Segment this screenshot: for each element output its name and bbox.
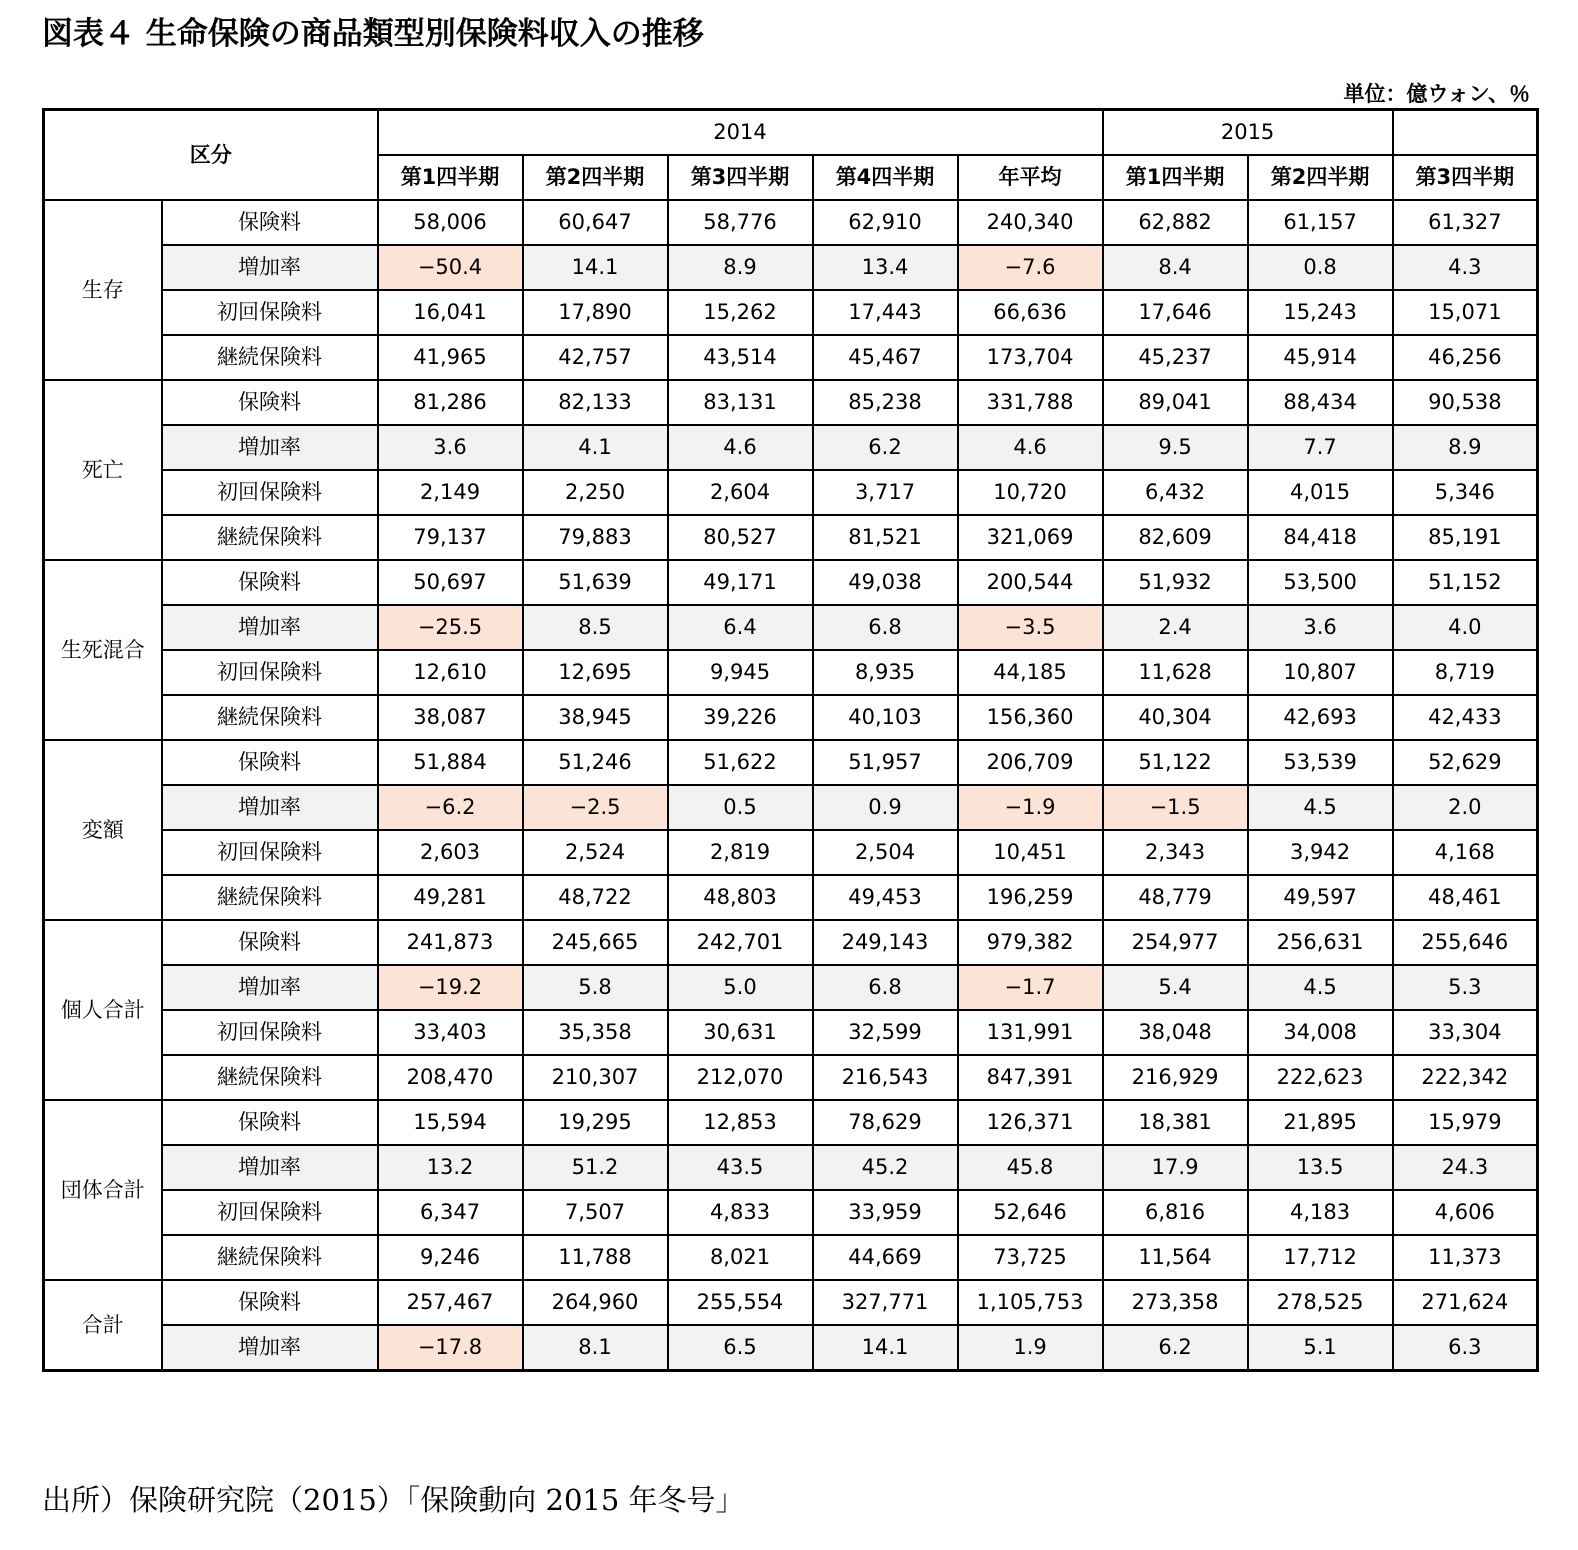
row-label: 増加率 <box>162 245 378 290</box>
value-cell: 49,038 <box>813 560 958 605</box>
value-cell: 15,594 <box>378 1100 523 1145</box>
row-label: 増加率 <box>162 605 378 650</box>
value-cell: 2,604 <box>668 470 813 515</box>
value-cell: 2,343 <box>1103 830 1248 875</box>
value-cell: 14.1 <box>813 1325 958 1371</box>
value-cell: 51,122 <box>1103 740 1248 785</box>
value-cell: 8,935 <box>813 650 958 695</box>
value-cell: 249,143 <box>813 920 958 965</box>
table-row <box>44 290 1538 335</box>
value-cell: 90,538 <box>1393 380 1538 425</box>
value-cell: 73,725 <box>958 1235 1103 1280</box>
value-cell: 66,636 <box>958 290 1103 335</box>
value-cell: 45,237 <box>1103 335 1248 380</box>
value-cell: 273,358 <box>1103 1280 1248 1325</box>
value-cell: 6.4 <box>668 605 813 650</box>
row-label: 継続保険料 <box>162 335 378 380</box>
table-row <box>44 1190 1538 1235</box>
value-cell: 847,391 <box>958 1055 1103 1100</box>
value-cell: 8.9 <box>1393 425 1538 470</box>
value-cell: 79,883 <box>523 515 668 560</box>
value-cell: 12,610 <box>378 650 523 695</box>
value-cell: 4,606 <box>1393 1190 1538 1235</box>
value-cell: 4.1 <box>523 425 668 470</box>
row-label: 増加率 <box>162 965 378 1010</box>
value-cell: 40,103 <box>813 695 958 740</box>
period-header: 第1四半期 <box>378 155 523 200</box>
value-cell: 3,942 <box>1248 830 1393 875</box>
value-cell: 62,910 <box>813 200 958 245</box>
value-cell: −50.4 <box>378 245 523 290</box>
value-cell: 49,597 <box>1248 875 1393 920</box>
value-cell: 327,771 <box>813 1280 958 1325</box>
value-cell: 1.9 <box>958 1325 1103 1371</box>
value-cell: 80,527 <box>668 515 813 560</box>
value-cell: 61,157 <box>1248 200 1393 245</box>
row-label: 保険料 <box>162 560 378 605</box>
value-cell: 208,470 <box>378 1055 523 1100</box>
table-row <box>44 245 1538 290</box>
value-cell: 200,544 <box>958 560 1103 605</box>
value-cell: 52,646 <box>958 1190 1103 1235</box>
table-row <box>44 470 1538 515</box>
unit-label: 単位：億ウォン、％ <box>1343 82 1530 106</box>
value-cell: 39,226 <box>668 695 813 740</box>
value-cell: 42,693 <box>1248 695 1393 740</box>
value-cell: 18,381 <box>1103 1100 1248 1145</box>
value-cell: 10,807 <box>1248 650 1393 695</box>
value-cell: 48,461 <box>1393 875 1538 920</box>
value-cell: 979,382 <box>958 920 1103 965</box>
value-cell: 89,041 <box>1103 380 1248 425</box>
value-cell: 85,238 <box>813 380 958 425</box>
value-cell: 17,712 <box>1248 1235 1393 1280</box>
value-cell: 58,006 <box>378 200 523 245</box>
value-cell: 173,704 <box>958 335 1103 380</box>
value-cell: 38,048 <box>1103 1010 1248 1055</box>
row-label: 初回保険料 <box>162 650 378 695</box>
period-header: 第3四半期 <box>668 155 813 200</box>
value-cell: 12,695 <box>523 650 668 695</box>
row-label: 保険料 <box>162 1280 378 1325</box>
value-cell: 81,286 <box>378 380 523 425</box>
value-cell: 53,539 <box>1248 740 1393 785</box>
value-cell: 44,185 <box>958 650 1103 695</box>
row-label: 継続保険料 <box>162 1235 378 1280</box>
value-cell: 3,717 <box>813 470 958 515</box>
value-cell: 254,977 <box>1103 920 1248 965</box>
value-cell: 257,467 <box>378 1280 523 1325</box>
value-cell: 278,525 <box>1248 1280 1393 1325</box>
value-cell: 5,346 <box>1393 470 1538 515</box>
value-cell: 42,433 <box>1393 695 1538 740</box>
value-cell: 84,418 <box>1248 515 1393 560</box>
value-cell: 11,788 <box>523 1235 668 1280</box>
value-cell: 21,895 <box>1248 1100 1393 1145</box>
row-label: 保険料 <box>162 380 378 425</box>
value-cell: 2.4 <box>1103 605 1248 650</box>
row-label: 継続保険料 <box>162 515 378 560</box>
row-label: 初回保険料 <box>162 1190 378 1235</box>
period-header: 第4四半期 <box>813 155 958 200</box>
value-cell: 3.6 <box>1248 605 1393 650</box>
value-cell: 126,371 <box>958 1100 1103 1145</box>
value-cell: 33,403 <box>378 1010 523 1055</box>
value-cell: 51,957 <box>813 740 958 785</box>
value-cell: 156,360 <box>958 695 1103 740</box>
value-cell: 42,757 <box>523 335 668 380</box>
row-label: 増加率 <box>162 1325 378 1371</box>
value-cell: 2,603 <box>378 830 523 875</box>
value-cell: 45.2 <box>813 1145 958 1190</box>
value-cell: 48,803 <box>668 875 813 920</box>
value-cell: 10,720 <box>958 470 1103 515</box>
value-cell: 48,779 <box>1103 875 1248 920</box>
row-label: 保険料 <box>162 1100 378 1145</box>
table-row <box>44 875 1538 920</box>
value-cell: 5.4 <box>1103 965 1248 1010</box>
value-cell: 7.7 <box>1248 425 1393 470</box>
value-cell: 49,281 <box>378 875 523 920</box>
group-label: 個人合計 <box>44 920 162 1100</box>
table-row <box>44 965 1538 1010</box>
value-cell: 5.0 <box>668 965 813 1010</box>
row-label: 初回保険料 <box>162 290 378 335</box>
value-cell: 5.1 <box>1248 1325 1393 1371</box>
value-cell: 131,991 <box>958 1010 1103 1055</box>
premium-table <box>42 108 1539 1372</box>
row-label: 継続保険料 <box>162 695 378 740</box>
value-cell: 240,340 <box>958 200 1103 245</box>
value-cell: 15,262 <box>668 290 813 335</box>
value-cell: 45,914 <box>1248 335 1393 380</box>
value-cell: 32,599 <box>813 1010 958 1055</box>
value-cell: 17,890 <box>523 290 668 335</box>
value-cell: 51,622 <box>668 740 813 785</box>
value-cell: 14.1 <box>523 245 668 290</box>
table-row <box>44 1100 1538 1145</box>
value-cell: 271,624 <box>1393 1280 1538 1325</box>
value-cell: 4,168 <box>1393 830 1538 875</box>
value-cell: 331,788 <box>958 380 1103 425</box>
row-label: 増加率 <box>162 785 378 830</box>
table-row <box>44 1235 1538 1280</box>
value-cell: 13.5 <box>1248 1145 1393 1190</box>
value-cell: −1.7 <box>958 965 1103 1010</box>
value-cell: 44,669 <box>813 1235 958 1280</box>
group-label: 生存 <box>44 200 162 380</box>
value-cell: 10,451 <box>958 830 1103 875</box>
table-row <box>44 830 1538 875</box>
row-label: 初回保険料 <box>162 1010 378 1055</box>
table-row <box>44 380 1538 425</box>
period-header: 第2四半期 <box>523 155 668 200</box>
value-cell: 4.6 <box>958 425 1103 470</box>
source-note: 出所）保険研究院（2015）「保険動向 2015 年冬号」 <box>42 1483 745 1517</box>
value-cell: 321,069 <box>958 515 1103 560</box>
group-label: 団体合計 <box>44 1100 162 1280</box>
value-cell: 45.8 <box>958 1145 1103 1190</box>
table-row <box>44 605 1538 650</box>
row-label: 増加率 <box>162 1145 378 1190</box>
table-row <box>44 200 1538 245</box>
value-cell: 6,347 <box>378 1190 523 1235</box>
value-cell: 9,246 <box>378 1235 523 1280</box>
value-cell: 51,932 <box>1103 560 1248 605</box>
value-cell: −3.5 <box>958 605 1103 650</box>
value-cell: 2,149 <box>378 470 523 515</box>
table-row <box>44 740 1538 785</box>
value-cell: 4,833 <box>668 1190 813 1235</box>
value-cell: 4.6 <box>668 425 813 470</box>
value-cell: 19,295 <box>523 1100 668 1145</box>
value-cell: −7.6 <box>958 245 1103 290</box>
value-cell: 216,929 <box>1103 1055 1248 1100</box>
row-label: 初回保険料 <box>162 470 378 515</box>
value-cell: 2,819 <box>668 830 813 875</box>
value-cell: 53,500 <box>1248 560 1393 605</box>
value-cell: −1.5 <box>1103 785 1248 830</box>
value-cell: 61,327 <box>1393 200 1538 245</box>
group-label: 生死混合 <box>44 560 162 740</box>
table-row <box>44 1010 1538 1055</box>
value-cell: 0.5 <box>668 785 813 830</box>
value-cell: 50,697 <box>378 560 523 605</box>
value-cell: 8.5 <box>523 605 668 650</box>
row-label: 保険料 <box>162 920 378 965</box>
value-cell: 4.5 <box>1248 965 1393 1010</box>
table-header <box>44 110 1538 201</box>
value-cell: 1,105,753 <box>958 1280 1103 1325</box>
table-row <box>44 425 1538 470</box>
group-label: 合計 <box>44 1280 162 1371</box>
value-cell: 0.9 <box>813 785 958 830</box>
value-cell: 4,015 <box>1248 470 1393 515</box>
value-cell: 6,432 <box>1103 470 1248 515</box>
value-cell: 8,021 <box>668 1235 813 1280</box>
value-cell: 58,776 <box>668 200 813 245</box>
value-cell: 222,623 <box>1248 1055 1393 1100</box>
category-header: 区分 <box>44 110 378 201</box>
value-cell: −2.5 <box>523 785 668 830</box>
value-cell: 4.3 <box>1393 245 1538 290</box>
value-cell: 2,250 <box>523 470 668 515</box>
value-cell: 81,521 <box>813 515 958 560</box>
value-cell: 4.5 <box>1248 785 1393 830</box>
value-cell: 33,959 <box>813 1190 958 1235</box>
value-cell: 2,504 <box>813 830 958 875</box>
value-cell: −19.2 <box>378 965 523 1010</box>
period-header: 第3四半期 <box>1393 155 1538 200</box>
value-cell: 241,873 <box>378 920 523 965</box>
group-label: 変額 <box>44 740 162 920</box>
figure-title: 図表４ 生命保険の商品類型別保険料収入の推移 <box>42 16 704 52</box>
table-row <box>44 335 1538 380</box>
value-cell: 6.2 <box>1103 1325 1248 1371</box>
value-cell: 13.4 <box>813 245 958 290</box>
value-cell: 8.4 <box>1103 245 1248 290</box>
value-cell: 9,945 <box>668 650 813 695</box>
row-label: 増加率 <box>162 425 378 470</box>
value-cell: 79,137 <box>378 515 523 560</box>
value-cell: 7,507 <box>523 1190 668 1235</box>
value-cell: 11,564 <box>1103 1235 1248 1280</box>
table-row <box>44 920 1538 965</box>
value-cell: 210,307 <box>523 1055 668 1100</box>
group-label: 死亡 <box>44 380 162 560</box>
row-label: 継続保険料 <box>162 1055 378 1100</box>
value-cell: 11,373 <box>1393 1235 1538 1280</box>
value-cell: 15,071 <box>1393 290 1538 335</box>
value-cell: 6,816 <box>1103 1190 1248 1235</box>
period-header: 年平均 <box>958 155 1103 200</box>
value-cell: 6.3 <box>1393 1325 1538 1371</box>
value-cell: 216,543 <box>813 1055 958 1100</box>
value-cell: 16,041 <box>378 290 523 335</box>
value-cell: 222,342 <box>1393 1055 1538 1100</box>
value-cell: 52,629 <box>1393 740 1538 785</box>
value-cell: 4,183 <box>1248 1190 1393 1235</box>
value-cell: 34,008 <box>1248 1010 1393 1055</box>
value-cell: 51,884 <box>378 740 523 785</box>
value-cell: 5.3 <box>1393 965 1538 1010</box>
row-label: 継続保険料 <box>162 875 378 920</box>
value-cell: 17.9 <box>1103 1145 1248 1190</box>
table-row <box>44 1055 1538 1100</box>
value-cell: 206,709 <box>958 740 1103 785</box>
value-cell: 40,304 <box>1103 695 1248 740</box>
value-cell: 48,722 <box>523 875 668 920</box>
period-header: 第2四半期 <box>1248 155 1393 200</box>
value-cell: 8.1 <box>523 1325 668 1371</box>
value-cell: 255,646 <box>1393 920 1538 965</box>
value-cell: 242,701 <box>668 920 813 965</box>
value-cell: 4.0 <box>1393 605 1538 650</box>
value-cell: 82,133 <box>523 380 668 425</box>
value-cell: 46,256 <box>1393 335 1538 380</box>
value-cell: 6.8 <box>813 605 958 650</box>
table-body <box>44 200 1538 1371</box>
year-2015-header: 2015 <box>1103 110 1393 156</box>
value-cell: 51,246 <box>523 740 668 785</box>
table-row <box>44 695 1538 740</box>
value-cell: 3.6 <box>378 425 523 470</box>
value-cell: 30,631 <box>668 1010 813 1055</box>
table-row <box>44 560 1538 605</box>
value-cell: 41,965 <box>378 335 523 380</box>
value-cell: 196,259 <box>958 875 1103 920</box>
table-row <box>44 515 1538 560</box>
period-header: 第1四半期 <box>1103 155 1248 200</box>
value-cell: 6.8 <box>813 965 958 1010</box>
value-cell: 78,629 <box>813 1100 958 1145</box>
value-cell: 17,443 <box>813 290 958 335</box>
value-cell: 15,979 <box>1393 1100 1538 1145</box>
value-cell: 62,882 <box>1103 200 1248 245</box>
value-cell: 245,665 <box>523 920 668 965</box>
table-row <box>44 1325 1538 1371</box>
value-cell: −6.2 <box>378 785 523 830</box>
value-cell: 15,243 <box>1248 290 1393 335</box>
table-row <box>44 1145 1538 1190</box>
value-cell: 43.5 <box>668 1145 813 1190</box>
value-cell: 17,646 <box>1103 290 1248 335</box>
value-cell: 38,945 <box>523 695 668 740</box>
value-cell: 5.8 <box>523 965 668 1010</box>
value-cell: 51,152 <box>1393 560 1538 605</box>
row-label: 初回保険料 <box>162 830 378 875</box>
value-cell: −17.8 <box>378 1325 523 1371</box>
value-cell: 264,960 <box>523 1280 668 1325</box>
value-cell: 8.9 <box>668 245 813 290</box>
value-cell: 51.2 <box>523 1145 668 1190</box>
value-cell: 8,719 <box>1393 650 1538 695</box>
value-cell: 2,524 <box>523 830 668 875</box>
value-cell: 85,191 <box>1393 515 1538 560</box>
value-cell: 255,554 <box>668 1280 813 1325</box>
table-row <box>44 1280 1538 1325</box>
value-cell: −25.5 <box>378 605 523 650</box>
value-cell: 45,467 <box>813 335 958 380</box>
value-cell: 88,434 <box>1248 380 1393 425</box>
value-cell: 82,609 <box>1103 515 1248 560</box>
year-blank-header <box>1393 110 1538 156</box>
header-row-years <box>44 110 1538 156</box>
value-cell: 33,304 <box>1393 1010 1538 1055</box>
value-cell: 256,631 <box>1248 920 1393 965</box>
value-cell: 38,087 <box>378 695 523 740</box>
row-label: 保険料 <box>162 200 378 245</box>
value-cell: 13.2 <box>378 1145 523 1190</box>
value-cell: 6.2 <box>813 425 958 470</box>
value-cell: 43,514 <box>668 335 813 380</box>
value-cell: 35,358 <box>523 1010 668 1055</box>
value-cell: 24.3 <box>1393 1145 1538 1190</box>
value-cell: 9.5 <box>1103 425 1248 470</box>
row-label: 保険料 <box>162 740 378 785</box>
value-cell: 6.5 <box>668 1325 813 1371</box>
value-cell: 49,171 <box>668 560 813 605</box>
table-row <box>44 785 1538 830</box>
table-row <box>44 650 1538 695</box>
value-cell: −1.9 <box>958 785 1103 830</box>
value-cell: 2.0 <box>1393 785 1538 830</box>
value-cell: 12,853 <box>668 1100 813 1145</box>
year-2014-header: 2014 <box>378 110 1103 156</box>
value-cell: 11,628 <box>1103 650 1248 695</box>
value-cell: 51,639 <box>523 560 668 605</box>
value-cell: 212,070 <box>668 1055 813 1100</box>
value-cell: 60,647 <box>523 200 668 245</box>
value-cell: 83,131 <box>668 380 813 425</box>
value-cell: 0.8 <box>1248 245 1393 290</box>
value-cell: 49,453 <box>813 875 958 920</box>
